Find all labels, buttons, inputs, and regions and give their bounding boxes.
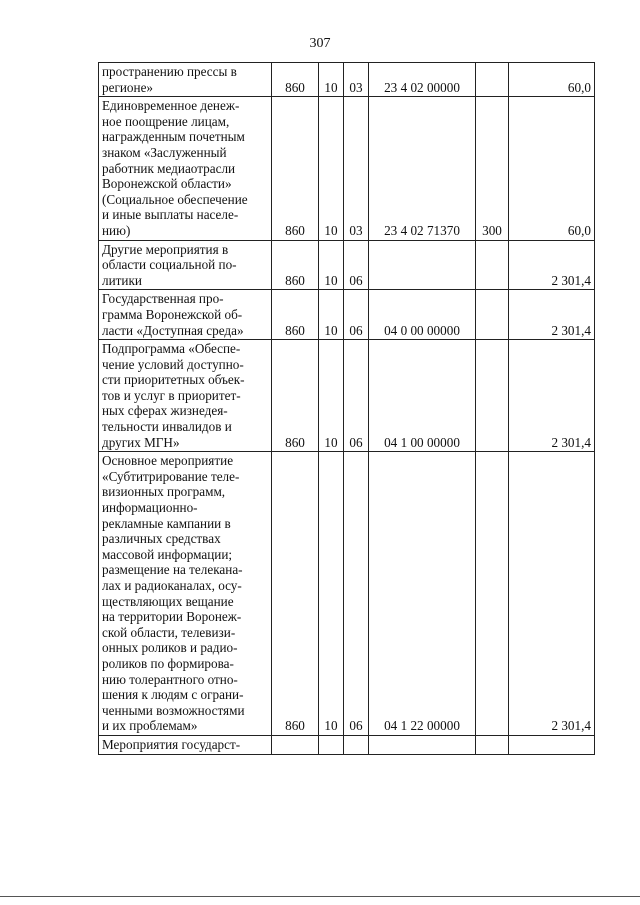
row-name-line: размещение на телекана- <box>102 562 243 578</box>
table-row <box>99 97 595 240</box>
row-name-cell <box>99 340 272 452</box>
row-name-line: лах и радиоканалах, осу- <box>102 578 242 593</box>
row-name-line: «Субтитрирование теле- <box>102 468 240 484</box>
row-name-line: других МГН» <box>102 434 180 450</box>
row-name-line: чение условий доступно- <box>102 356 244 372</box>
ministry-code-cell <box>272 735 319 754</box>
row-name-line: регионе» <box>102 79 154 95</box>
row-name-cell <box>99 735 272 754</box>
target-article-cell: 04 1 00 00000 <box>369 340 476 452</box>
section-cell: 10 <box>319 240 344 290</box>
subsection-cell: 03 <box>344 63 369 97</box>
amount-cell: 2 301,4 <box>509 290 595 340</box>
target-article-cell: 23 4 02 00000 <box>369 63 476 97</box>
row-name-line: грамма Воронежской об- <box>102 306 243 322</box>
subsection-cell: 06 <box>344 452 369 736</box>
amount-cell: 2 301,4 <box>509 240 595 290</box>
section-cell <box>319 735 344 754</box>
expense-type-cell: 300 <box>476 97 509 240</box>
amount-cell: 2 301,4 <box>509 452 595 736</box>
amount-cell <box>509 735 595 754</box>
table-body <box>99 63 595 755</box>
row-name-line: ществляющих вещание <box>102 593 234 609</box>
row-name-line: роликов по формирова- <box>102 655 234 671</box>
target-article-cell <box>369 735 476 754</box>
table-row <box>99 63 595 97</box>
row-name-line: ное поощрение лицам, <box>102 113 230 129</box>
row-name-line: онных роликов и радио- <box>102 640 238 656</box>
row-name-line: сти приоритетных объек- <box>102 372 245 388</box>
table-row <box>99 735 595 754</box>
expense-type-cell <box>476 63 509 97</box>
row-name-line: знаком «Заслуженный <box>102 144 227 160</box>
row-name-cell <box>99 290 272 340</box>
subsection-cell: 06 <box>344 240 369 290</box>
row-name-line: Основное мероприятие <box>102 453 234 469</box>
ministry-code-cell: 860 <box>272 63 319 97</box>
target-article-cell: 04 1 22 00000 <box>369 452 476 736</box>
row-name-line: различных средствах <box>102 531 221 547</box>
row-name-line: и иные выплаты населе- <box>102 207 239 223</box>
row-name-line: Единовременное денеж- <box>102 98 240 114</box>
row-name-line: области социальной по- <box>102 257 237 273</box>
row-name-line: литики <box>102 272 142 288</box>
table-row <box>99 290 595 340</box>
section-cell: 10 <box>319 97 344 240</box>
row-name-line: пространению прессы в <box>102 64 237 79</box>
budget-table <box>98 62 595 755</box>
target-article-cell: 23 4 02 71370 <box>369 97 476 240</box>
expense-type-cell <box>476 290 509 340</box>
subsection-cell: 06 <box>344 290 369 340</box>
row-name-line: (Социальное обеспечение <box>102 191 248 207</box>
subsection-cell: 06 <box>344 340 369 452</box>
expense-type-cell <box>476 340 509 452</box>
subsection-cell: 03 <box>344 97 369 240</box>
row-name-cell <box>99 97 272 240</box>
page-bottom-rule <box>0 896 640 897</box>
ministry-code-cell: 860 <box>272 97 319 240</box>
row-name-line: визионных программ, <box>102 484 226 500</box>
ministry-code-cell: 860 <box>272 240 319 290</box>
row-name-cell <box>99 240 272 290</box>
row-name-line: и их проблемам» <box>102 718 198 734</box>
row-name-line: нию) <box>102 222 131 238</box>
row-name-line: ченными возможностями <box>102 702 245 718</box>
target-article-cell: 04 0 00 00000 <box>369 290 476 340</box>
ministry-code-cell: 860 <box>272 340 319 452</box>
row-name-line: награжденным почетным <box>102 129 245 145</box>
row-name-line: Мероприятия государст- <box>102 736 241 752</box>
row-name-cell <box>99 452 272 736</box>
row-name-line: на территории Воронеж- <box>102 609 242 625</box>
expense-type-cell <box>476 452 509 736</box>
row-name-line: Подпрограмма «Обеспе- <box>102 341 241 357</box>
section-cell: 10 <box>319 452 344 736</box>
row-name-line: ласти «Доступная среда» <box>102 322 244 338</box>
ministry-code-cell: 860 <box>272 290 319 340</box>
row-name-line: массовой информации; <box>102 546 233 562</box>
row-name-line: шения к людям с ограни- <box>102 687 244 703</box>
row-name-line: ных сферах жизнедея- <box>102 403 228 419</box>
ministry-code-cell: 860 <box>272 452 319 736</box>
row-name-line: Государственная про- <box>102 291 224 307</box>
row-name-line: Другие мероприятия в <box>102 241 229 257</box>
row-name-line: нию толерантного отно- <box>102 671 238 687</box>
subsection-cell <box>344 735 369 754</box>
table-row <box>99 240 595 290</box>
row-name-line: ской области, телевизи- <box>102 624 236 640</box>
row-name-line: работник медиаотрасли <box>102 160 236 176</box>
section-cell: 10 <box>319 340 344 452</box>
page-number: 307 <box>309 36 331 51</box>
section-cell: 10 <box>319 290 344 340</box>
expense-type-cell <box>476 240 509 290</box>
amount-cell: 60,0 <box>509 63 595 97</box>
row-name-line: Воронежской области» <box>102 176 232 192</box>
amount-cell: 60,0 <box>509 97 595 240</box>
section-cell: 10 <box>319 63 344 97</box>
table-row <box>99 452 595 736</box>
expense-type-cell <box>476 735 509 754</box>
target-article-cell <box>369 240 476 290</box>
row-name-line: рекламные кампании в <box>102 515 231 531</box>
row-name-line: тов и услуг в приоритет- <box>102 387 241 403</box>
row-name-line: тельности инвалидов и <box>102 419 232 435</box>
row-name-cell <box>99 63 272 97</box>
row-name-line: информационно- <box>102 500 198 516</box>
table-row <box>99 340 595 452</box>
amount-cell: 2 301,4 <box>509 340 595 452</box>
